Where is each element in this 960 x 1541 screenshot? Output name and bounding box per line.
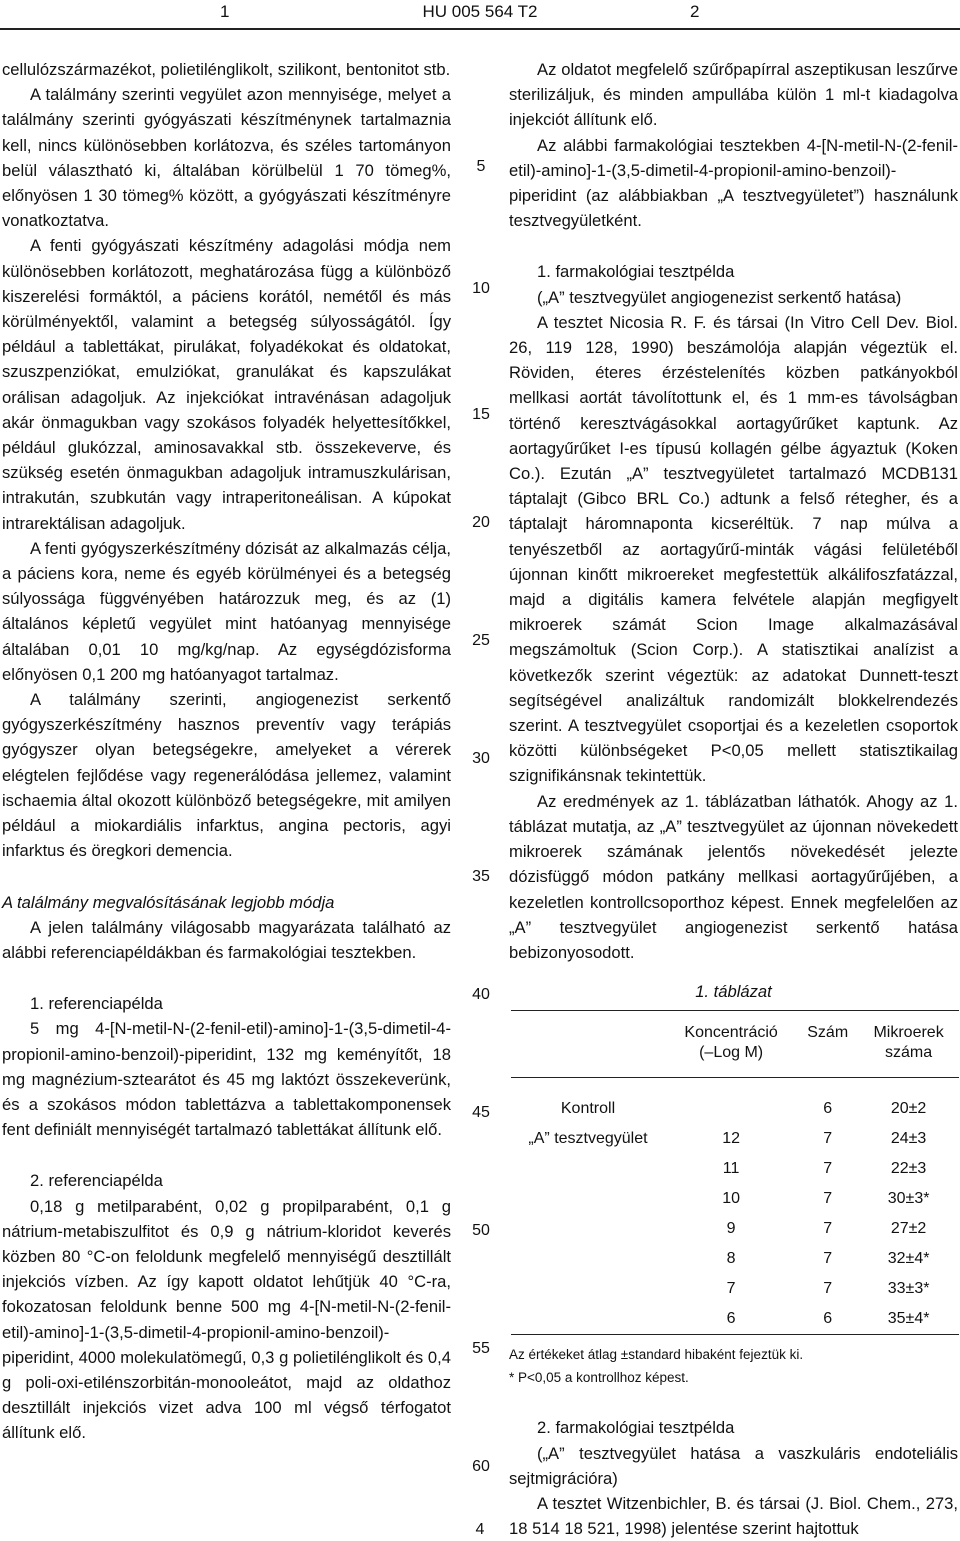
page-number-right: 2 — [690, 2, 700, 21]
test-example-subtitle: („A” tesztvegyület angiogenezist serkentő hatása) — [537, 287, 902, 307]
table-cell-value: 35±4* — [887, 1310, 930, 1328]
line-number: 50 — [472, 1222, 490, 1239]
section-title: A találmány megvalósításának legjobb módja — [2, 892, 335, 912]
table-cell-value: 22±3 — [890, 1160, 927, 1178]
table-header-microvessels — [858, 1011, 959, 1078]
paragraph: A fenti gyógyszerkészítmény dózisát az alkalmazás célja, a páciens kora, neme és egyéb körülményei és a betegség súlyossága függvényében határozzuk meg, és az (1) általános képletű vegyület mint hatóanyag mennyisége általában 0,01 10 mg/kg/nap. Az egységdózisforma előnyösen 0,1 200 mg hatóanyagot tartalmaz. — [2, 538, 451, 684]
table-cell-value: 32±4* — [887, 1250, 930, 1268]
table-title: 1. táblázat — [695, 982, 772, 1002]
paragraph: cellulózszármazékot, polietilénglikolt, szilikont, bentonitot stb. — [2, 60, 451, 79]
paragraph: Az alábbi farmakológiai tesztekben 4-[N-metil-N-(2-fenil-etil)-amino]-1-(3,5-dimetil-4-propionil-amino-benzoil)-piperidint (az alábbiakban „A tesztvegyületet”) használunk tesztvegyületként. — [509, 135, 958, 231]
table-cell-value: 20±2 — [890, 1100, 927, 1118]
table-cell-concentration: 8 — [726, 1250, 736, 1268]
table-cell-value: 24±3 — [890, 1130, 927, 1148]
line-number: 20 — [472, 514, 490, 531]
spacer — [2, 1142, 451, 1168]
header-line: Mikroerek — [873, 1024, 944, 1042]
table-cell-concentration: 6 — [726, 1310, 736, 1328]
spacer — [2, 965, 451, 991]
table-row — [511, 1274, 959, 1304]
table-cell-count: 7 — [823, 1250, 833, 1268]
table-cell-group — [511, 1274, 665, 1304]
table-cell-concentration: 10 — [722, 1190, 740, 1208]
paragraph: A tesztet Witzenbichler, B. és társai (J. Biol. Chem., 273, 18 514 18 521, 1998) jelentése szerint hajtottuk — [509, 1493, 958, 1539]
table-header-concentration — [665, 1011, 797, 1078]
paragraph: Az eredmények az 1. táblázatban láthatók. Ahogy az 1. táblázat mutatja, az „A” tesztvegyület az újonnan növekedett mikroerek számának jelentős növekedését jelezte dózisfüggő módon patkány mellkasi aortagyűrűjében, a kezeletlen kontrollcsoporthoz képest. Ennek megfelelően az „A” tesztvegyület angiogenezist serkentő hatása bebizonyosodott. — [509, 791, 958, 962]
table-cell-group — [511, 1214, 665, 1244]
table-cell-count: 7 — [823, 1190, 833, 1208]
table-cell-group — [511, 1304, 665, 1335]
table-cell-count: 6 — [823, 1310, 833, 1328]
paragraph: A fenti gyógyászati készítmény adagolási módja nem különösebben korlátozott, meghatározása függ a különböző kiszerelési formáktól, a páciens korától, nemétől és más körülményektől, valamint a betegség súlyosságától. Így például a tablettákat, pirulákat, folyadékokat és oldatokat, szuszpenziókat, emulziókat, granulákat és kapszulákat orálisan adagoljuk. Az injekciókat intravénásan adagoljuk akár önmagukban vagy szokásos folyadék helyettesítőkkel, például glukózzal, aminosavakkal stb. összekeverve, és szükség esetén önmagukban adagoljuk intramuszkulárisan, intrakután, szubkután vagy intraperitoneálisan. A kúpokat intrarektálisan adagoljuk. — [2, 236, 451, 533]
table-row — [511, 1304, 959, 1335]
reference-example-title: 2. referenciapélda — [30, 1171, 163, 1191]
line-number: 25 — [472, 632, 490, 649]
table-header-count: Szám — [807, 1024, 849, 1042]
table-row — [511, 1244, 959, 1274]
table-header-row — [511, 1011, 959, 1078]
table-cell-concentration: 9 — [726, 1220, 736, 1238]
paragraph: A találmány szerinti vegyület azon mennyisége, melyet a találmány szerinti gyógyászati készítménynek tartalmaznia kell, nincs különösebben korlátozva, és széles tartományon belül választható ki, általában körülbelül 1 70 tömeg%, előnyösen 1 30 tömeg% között, a gyógyászati készítményre vonatkoztatva. — [2, 85, 451, 231]
line-number: 5 — [476, 158, 486, 175]
line-number: 55 — [472, 1340, 490, 1357]
line-number: 60 — [472, 1458, 490, 1475]
table-cell-group — [511, 1184, 665, 1214]
table-cell-value: 30±3* — [887, 1190, 930, 1208]
table-cell-count: 7 — [823, 1220, 833, 1238]
spacer — [509, 1389, 958, 1415]
table-row — [511, 1184, 959, 1214]
left-column — [2, 57, 451, 1446]
page-number-left: 1 — [220, 2, 230, 21]
test-example-title: 2. farmakológiai tesztpélda — [537, 1418, 735, 1438]
patent-number: HU 005 564 T2 — [422, 2, 538, 21]
paragraph: A tesztet Nicosia R. F. és társai (In Vitro Cell Dev. Biol. 26, 119 128, 1990) beszámolója alapján végeztük el. Röviden, éteres érzéstelenítés közben patkányokból mellkasi aortát távolítottunk el, és 1 mm-es távolságban történő keresztvágásokkal aortagyűrűket kaptunk. Az aortagyűrűket I-es típusú kollagén gélbe ágyaztuk (Koken Co.). Ezután „A” tesztvegyületet tartalmazó MCDB131 táptalajt (Gibco BRL Co.) adtunk a felső rétegher, és a táptalajt háromnaponta kicseréltük. 7 nap múlva a tenyészetből az aortagyűrű-minták vágási felületéből újonnan kinőtt mikroereket megfestettük alkálifoszfatázzal, majd a digitális kamera felvétele alapján megfigyelt mikroerek számát Scion Image alkalmazásával megszámoltuk (Scion Corp.). A statisztikai analízist a következők szerint végeztük: az adatokat Dunnett-teszt segítségével analizáltuk randomizált blokkelrendezés szerint. A tesztvegyület csoportjai és a kezeletlen csoportok közötti különbségeket P<0,05 mellett statisztikailag szignifikánsnak tekintettük. — [509, 312, 958, 786]
table-cell-concentration: 7 — [726, 1280, 736, 1298]
line-number: 45 — [472, 1104, 490, 1121]
line-number: 40 — [472, 986, 490, 1003]
table-cell-concentration: 11 — [722, 1160, 740, 1178]
footer-page-number: 4 — [475, 1521, 485, 1538]
table-cell-group: „A” tesztvegyület — [528, 1130, 648, 1148]
test-example-subtitle: („A” tesztvegyület hatása a vaszkuláris endoteliális sejtmigrációra) — [509, 1443, 958, 1488]
paragraph: Az oldatot megfelelő szűrőpapírral aszeptikusan leszűrve sterilizáljuk, és minden ampullába külön 1 ml-t kiadagolva injekciót állítunk elő. — [509, 60, 958, 130]
table-row — [511, 1124, 959, 1154]
test-example-title: 1. farmakológiai tesztpélda — [537, 262, 735, 282]
paragraph: 0,18 g metilparabént, 0,02 g propilparabént, 0,1 g nátrium-metabiszulfitot és 0,9 g nátrium-kloridot keverés közben 80 °C-on feloldunk megfelelő mennyiségű desztillált injekciós vízben. Az így kapott oldatot lehűtjük 40 °C-ra, fokozatosan feloldunk benne 500 mg 4-[N-metil-N-(2-fenil-etil)-amino]-1-(3,5-dimetil-4-propionil-amino-benzoil)-piperidint, 4000 molekulatömegű, 0,3 g polietilénglikolt és 0,4 g poli-oxi-etilénszorbitán-monooleátot, majd az oldathoz desztillált injekciós vizet adva 100 ml végső térfogatot állítunk elő. — [2, 1196, 451, 1443]
paragraph: A jelen találmány világosabb magyarázata található az alábbi referenciapéldákban és farmakológiai tesztekben. — [2, 917, 451, 962]
table-cell-value: 33±3* — [887, 1280, 930, 1298]
line-number: 15 — [472, 406, 490, 423]
table-row — [511, 1078, 959, 1125]
results-table — [511, 1010, 959, 1335]
table-cell-group — [511, 1244, 665, 1274]
header-rule — [0, 28, 960, 30]
table-row — [511, 1154, 959, 1184]
table-cell-count: 7 — [823, 1280, 833, 1298]
table-cell-group — [511, 1154, 665, 1184]
header-line: Koncentráció — [684, 1024, 778, 1042]
paragraph: 5 mg 4-[N-metil-N-(2-fenil-etil)-amino]-1-(3,5-dimetil-4-propionil-amino-benzoil)-piperidint, 132 mg keményítőt, 18 mg magnézium-sztearátot és 45 mg laktózt összekeverünk, és a szokásos módon tablettázva a tablettakomponensek fent definiált mennyiségét tartalmazó tablettákat állítunk elő. — [2, 1019, 451, 1140]
spacer — [509, 1335, 958, 1343]
header-line: száma — [885, 1044, 933, 1062]
right-column — [509, 57, 958, 1541]
table-cell-concentration — [665, 1078, 797, 1125]
spacer — [509, 965, 958, 979]
line-number: 10 — [472, 280, 490, 297]
spacer — [2, 864, 451, 890]
table-cell-count: 7 — [823, 1130, 833, 1148]
table-cell-count: 7 — [823, 1160, 833, 1178]
header-line: (–Log M) — [699, 1044, 764, 1062]
table-cell-count: 6 — [823, 1100, 833, 1118]
table-cell-group: Kontroll — [560, 1100, 616, 1118]
table-cell-concentration: 12 — [722, 1130, 740, 1148]
line-number: 35 — [472, 868, 490, 885]
table-cell-value: 27±2 — [890, 1220, 927, 1238]
line-number: 30 — [472, 750, 490, 767]
table-header-group — [511, 1011, 665, 1078]
table-row — [511, 1214, 959, 1244]
table-note: * P<0,05 a kontrollhoz képest. — [509, 1370, 689, 1386]
table-note: Az értékeket átlag ±standard hibaként fejeztük ki. — [509, 1347, 804, 1363]
reference-example-title: 1. referenciapélda — [30, 994, 163, 1014]
paragraph: A találmány szerinti, angiogenezist serkentő gyógyszerkészítmény hasznos preventív vagy terápiás gyógyszer olyan betegségekre, amelyeket a vérerek elégtelen fejlődése vagy regenerálódása jellemez, valamint ischaemia által okozott különböző betegségekre, mit amilyen például a miokardiális infarktus, angina pectoris, agyi infarktus és öregkori demencia. — [2, 690, 451, 861]
spacer — [509, 233, 958, 259]
